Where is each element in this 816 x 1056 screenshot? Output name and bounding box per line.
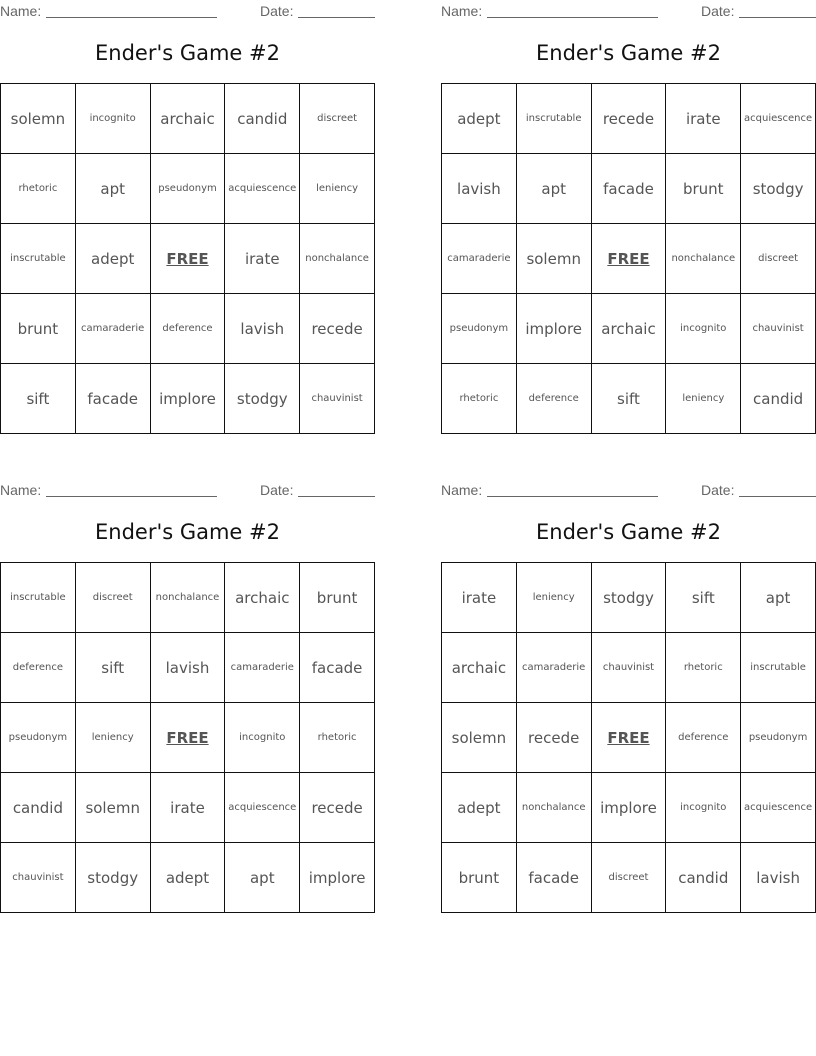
bingo-cell: apt xyxy=(741,563,816,633)
bingo-cell: incognito xyxy=(666,294,741,364)
bingo-cell: pseudonym xyxy=(442,294,517,364)
card-title: Ender's Game #2 xyxy=(94,41,280,65)
bingo-cell: rhetoric xyxy=(666,633,741,703)
bingo-cell: recede xyxy=(300,294,375,364)
bingo-card xyxy=(0,479,375,912)
bingo-cell: brunt xyxy=(442,843,517,913)
bingo-cell: stodgy xyxy=(592,563,667,633)
free-space-cell: FREE xyxy=(592,703,667,773)
bingo-grid xyxy=(441,83,816,434)
bingo-cell: inscrutable xyxy=(741,633,816,703)
bingo-cell: archaic xyxy=(592,294,667,364)
bingo-cell: deference xyxy=(666,703,741,773)
bingo-cell: pseudonym xyxy=(1,703,76,773)
bingo-cell: incognito xyxy=(76,84,151,154)
bingo-cell: pseudonym xyxy=(741,703,816,773)
bingo-cell: deference xyxy=(151,294,226,364)
bingo-cell: irate xyxy=(442,563,517,633)
bingo-cell: facade xyxy=(300,633,375,703)
date-field-line xyxy=(739,496,816,497)
card-title: Ender's Game #2 xyxy=(535,41,721,65)
bingo-cell: deference xyxy=(517,364,592,434)
bingo-cell: leniency xyxy=(76,703,151,773)
bingo-cell: lavish xyxy=(741,843,816,913)
date-field-line xyxy=(739,17,816,18)
bingo-card xyxy=(0,0,375,433)
bingo-cell: discreet xyxy=(300,84,375,154)
bingo-cell: lavish xyxy=(442,154,517,224)
bingo-cell: candid xyxy=(1,773,76,843)
bingo-cell: sift xyxy=(1,364,76,434)
bingo-cell: sift xyxy=(76,633,151,703)
bingo-cell: leniency xyxy=(300,154,375,224)
bingo-cell: acquiescence xyxy=(741,773,816,843)
bingo-cell: discreet xyxy=(741,224,816,294)
bingo-cell: leniency xyxy=(666,364,741,434)
bingo-cell: camaraderie xyxy=(517,633,592,703)
bingo-cell: facade xyxy=(592,154,667,224)
bingo-cell: recede xyxy=(592,84,667,154)
bingo-cell: nonchalance xyxy=(151,563,226,633)
date-label: Date: xyxy=(260,3,294,19)
bingo-cell: brunt xyxy=(1,294,76,364)
date-field-line xyxy=(298,17,375,18)
bingo-cell: rhetoric xyxy=(442,364,517,434)
bingo-cell: recede xyxy=(300,773,375,843)
bingo-cell: candid xyxy=(666,843,741,913)
bingo-cell: rhetoric xyxy=(300,703,375,773)
bingo-cell: implore xyxy=(592,773,667,843)
bingo-cell: stodgy xyxy=(225,364,300,434)
bingo-cell: apt xyxy=(76,154,151,224)
bingo-cell: solemn xyxy=(517,224,592,294)
bingo-cell: archaic xyxy=(442,633,517,703)
bingo-cell: chauvinist xyxy=(592,633,667,703)
bingo-cell: sift xyxy=(592,364,667,434)
bingo-cell: nonchalance xyxy=(517,773,592,843)
bingo-cell: implore xyxy=(517,294,592,364)
bingo-cell: incognito xyxy=(666,773,741,843)
bingo-cell: adept xyxy=(151,843,226,913)
bingo-cell: facade xyxy=(76,364,151,434)
date-label: Date: xyxy=(701,3,735,19)
bingo-cell: brunt xyxy=(300,563,375,633)
free-space-cell: FREE xyxy=(151,224,226,294)
name-label: Name: xyxy=(0,3,42,19)
bingo-cell: camaraderie xyxy=(442,224,517,294)
bingo-grid xyxy=(0,83,375,434)
date-field-line xyxy=(298,496,375,497)
bingo-cell: pseudonym xyxy=(151,154,226,224)
name-label: Name: xyxy=(441,3,483,19)
bingo-cell: irate xyxy=(225,224,300,294)
card-header xyxy=(0,3,375,21)
bingo-cell: solemn xyxy=(442,703,517,773)
name-label: Name: xyxy=(0,482,42,498)
bingo-cell: recede xyxy=(517,703,592,773)
bingo-cell: lavish xyxy=(225,294,300,364)
bingo-cell: inscrutable xyxy=(1,563,76,633)
bingo-cell: apt xyxy=(517,154,592,224)
bingo-cell: chauvinist xyxy=(300,364,375,434)
bingo-cell: implore xyxy=(300,843,375,913)
bingo-grid xyxy=(441,562,816,913)
bingo-cell: acquiescence xyxy=(225,154,300,224)
bingo-cell: candid xyxy=(225,84,300,154)
card-title: Ender's Game #2 xyxy=(535,520,721,544)
free-space-cell: FREE xyxy=(592,224,667,294)
free-space-cell: FREE xyxy=(151,703,226,773)
bingo-cell: solemn xyxy=(1,84,76,154)
bingo-cell: chauvinist xyxy=(741,294,816,364)
bingo-cell: stodgy xyxy=(741,154,816,224)
bingo-cell: incognito xyxy=(225,703,300,773)
bingo-cell: implore xyxy=(151,364,226,434)
card-title: Ender's Game #2 xyxy=(94,520,280,544)
bingo-grid xyxy=(0,562,375,913)
bingo-cell: adept xyxy=(76,224,151,294)
date-label: Date: xyxy=(701,482,735,498)
bingo-cell: stodgy xyxy=(76,843,151,913)
bingo-cell: inscrutable xyxy=(1,224,76,294)
card-header xyxy=(441,482,816,500)
bingo-cell: facade xyxy=(517,843,592,913)
bingo-cell: solemn xyxy=(76,773,151,843)
bingo-cell: archaic xyxy=(151,84,226,154)
bingo-cell: candid xyxy=(741,364,816,434)
bingo-cell: lavish xyxy=(151,633,226,703)
bingo-cell: acquiescence xyxy=(741,84,816,154)
name-field-line xyxy=(487,17,658,18)
date-label: Date: xyxy=(260,482,294,498)
bingo-cell: adept xyxy=(442,84,517,154)
bingo-card xyxy=(441,0,816,433)
bingo-cell: irate xyxy=(151,773,226,843)
bingo-cell: apt xyxy=(225,843,300,913)
bingo-cell: archaic xyxy=(225,563,300,633)
bingo-cell: camaraderie xyxy=(76,294,151,364)
card-header xyxy=(441,3,816,21)
bingo-cell: nonchalance xyxy=(666,224,741,294)
name-label: Name: xyxy=(441,482,483,498)
card-header xyxy=(0,482,375,500)
bingo-cell: adept xyxy=(442,773,517,843)
bingo-cell: discreet xyxy=(76,563,151,633)
bingo-cell: brunt xyxy=(666,154,741,224)
bingo-cell: leniency xyxy=(517,563,592,633)
bingo-cell: nonchalance xyxy=(300,224,375,294)
bingo-cell: sift xyxy=(666,563,741,633)
name-field-line xyxy=(487,496,658,497)
name-field-line xyxy=(46,17,217,18)
bingo-cell: camaraderie xyxy=(225,633,300,703)
bingo-card xyxy=(441,479,816,912)
name-field-line xyxy=(46,496,217,497)
bingo-cell: discreet xyxy=(592,843,667,913)
bingo-cell: deference xyxy=(1,633,76,703)
bingo-cell: chauvinist xyxy=(1,843,76,913)
bingo-cell: rhetoric xyxy=(1,154,76,224)
bingo-cell: inscrutable xyxy=(517,84,592,154)
bingo-cell: irate xyxy=(666,84,741,154)
bingo-cell: acquiescence xyxy=(225,773,300,843)
